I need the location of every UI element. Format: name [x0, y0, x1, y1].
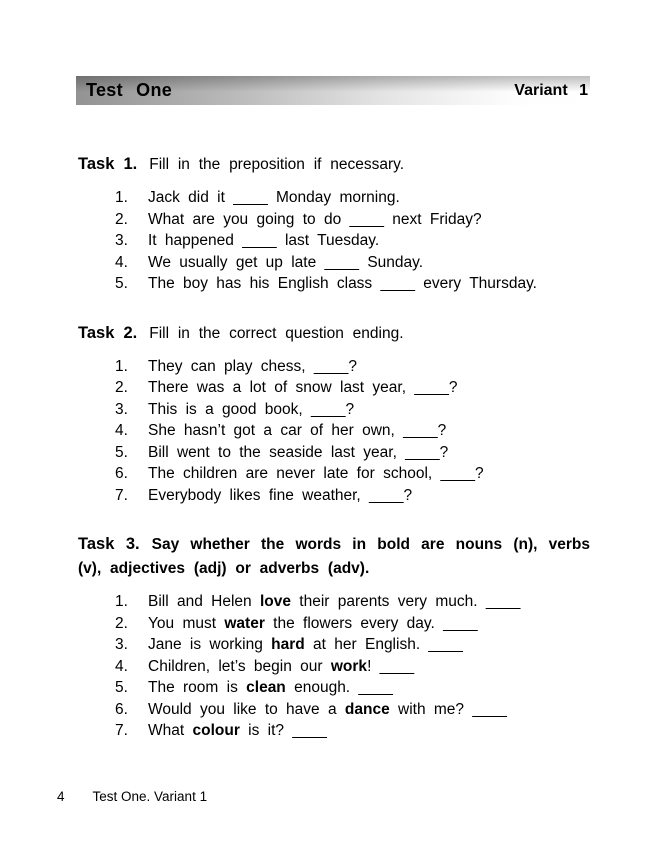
text-segment: with me? ____ — [389, 700, 507, 718]
text-segment: This is a good book, ____? — [148, 400, 355, 418]
text-segment: is it? ____ — [239, 722, 327, 739]
text-segment: The boy has his English class ____ every Thursday. — [148, 275, 537, 292]
task-item — [115, 356, 590, 378]
item-number: 1. — [115, 593, 128, 610]
item-number: 6. — [115, 465, 128, 482]
item-text — [148, 699, 590, 721]
item-number: 3. — [115, 400, 128, 418]
item-number: 3. — [115, 232, 128, 249]
item-number: 4. — [115, 657, 128, 675]
item-number: 2. — [115, 614, 128, 632]
task-item — [115, 591, 590, 613]
text-segment: She hasn’t got a car of her own, ____? — [148, 422, 447, 439]
page-number: 4 — [57, 789, 65, 804]
task-instruction — [78, 321, 590, 346]
task-item — [115, 634, 590, 656]
bold-word: hard — [271, 636, 305, 653]
item-text — [148, 463, 590, 485]
text-segment: their parents very much. ____ — [290, 593, 521, 610]
text-segment: the flowers every day. ____ — [264, 614, 478, 632]
task-item — [115, 463, 590, 485]
tasks-container — [78, 152, 590, 768]
item-text — [148, 613, 590, 635]
bold-word: water — [224, 614, 265, 632]
task-item — [115, 656, 590, 678]
item-text — [148, 377, 590, 399]
task-item — [115, 230, 590, 252]
item-number: 6. — [115, 700, 128, 718]
task-item — [115, 442, 590, 464]
item-text — [148, 420, 590, 442]
text-segment: There was a lot of snow last year, ____? — [148, 379, 458, 396]
item-text — [148, 273, 590, 295]
item-number: 2. — [115, 210, 128, 228]
task-item — [115, 252, 590, 274]
task-item — [115, 613, 590, 635]
item-number: 1. — [115, 189, 128, 206]
page-footer — [57, 789, 207, 804]
item-text — [148, 356, 590, 378]
text-segment: at her English. ____ — [304, 636, 463, 653]
task-item — [115, 399, 590, 421]
item-number: 2. — [115, 379, 128, 396]
text-segment: What are you going to do ____ next Friday? — [148, 210, 482, 228]
item-text — [148, 399, 590, 421]
bold-word: work — [330, 657, 368, 675]
text-segment: What — [148, 722, 193, 739]
task-item — [115, 699, 590, 721]
text-segment: Jack did it ____ Monday morning. — [148, 189, 400, 206]
item-number: 5. — [115, 679, 128, 696]
task-item-list — [78, 187, 590, 295]
item-number: 7. — [115, 486, 128, 504]
text-segment: Jane is working — [148, 636, 272, 653]
item-number: 5. — [115, 275, 128, 292]
bold-word: love — [259, 593, 291, 610]
item-number: 5. — [115, 443, 128, 461]
task-instruction — [78, 532, 590, 581]
bold-word: clean — [246, 679, 286, 696]
item-text — [148, 485, 590, 507]
bold-word: colour — [192, 722, 240, 739]
text-segment: The room is — [148, 679, 247, 696]
task-item — [115, 209, 590, 231]
task-item — [115, 377, 590, 399]
test-header-bar — [76, 76, 590, 105]
instruction-text: Fill in the correct question ending. — [149, 324, 404, 342]
item-text — [148, 591, 590, 613]
task-item — [115, 720, 590, 742]
item-text — [148, 634, 590, 656]
task-item — [115, 273, 590, 295]
text-segment: We usually get up late ____ Sunday. — [148, 253, 424, 271]
item-number: 3. — [115, 636, 128, 653]
item-text — [148, 230, 590, 252]
task-item-list — [78, 356, 590, 507]
task-item — [115, 677, 590, 699]
item-number: 7. — [115, 722, 128, 739]
task-item — [115, 485, 590, 507]
text-segment: They can play chess, ____? — [148, 357, 358, 375]
task-section — [78, 152, 590, 295]
item-text — [148, 656, 590, 678]
text-segment: The children are never late for school, ____? — [148, 465, 484, 482]
text-segment: Everybody likes fine weather, ____? — [148, 486, 413, 504]
item-text — [148, 187, 590, 209]
item-text — [148, 720, 590, 742]
text-segment: Would you like to have a — [148, 700, 345, 718]
task-item — [115, 187, 590, 209]
task-item-list — [78, 591, 590, 742]
item-number: 4. — [115, 253, 128, 271]
item-text — [148, 252, 590, 274]
task-section — [78, 532, 590, 742]
text-segment: It happened ____ last Tuesday. — [148, 232, 380, 249]
item-text — [148, 209, 590, 231]
task-item — [115, 420, 590, 442]
item-number: 1. — [115, 357, 128, 375]
test-title: Test One — [86, 80, 173, 100]
text-segment: enough. ____ — [285, 679, 393, 696]
task-section — [78, 321, 590, 507]
task-label: Task 2. — [78, 323, 138, 342]
bold-word: dance — [344, 700, 390, 718]
text-segment: Bill and Helen — [148, 593, 260, 610]
instruction-text: Fill in the preposition if necessary. — [149, 156, 405, 173]
variant-label: Variant 1 — [514, 81, 588, 99]
task-label: Task 1. — [78, 155, 138, 173]
bold-word: Say whether the words in bold are nouns (n), verbs (v), adjectives (adj) or adverbs (adv). — [78, 536, 590, 577]
text-segment: Children, let’s begin our — [148, 657, 331, 675]
task-label: Task 3. — [78, 535, 140, 553]
text-segment: ! ____ — [367, 657, 415, 675]
item-number: 4. — [115, 422, 128, 439]
footer-text: Test One. Variant 1 — [92, 789, 208, 804]
task-instruction — [78, 152, 590, 177]
item-text — [148, 677, 590, 699]
text-segment: You must — [148, 614, 225, 632]
text-segment: Bill went to the seaside last year, ____? — [148, 443, 449, 461]
item-text — [148, 442, 590, 464]
